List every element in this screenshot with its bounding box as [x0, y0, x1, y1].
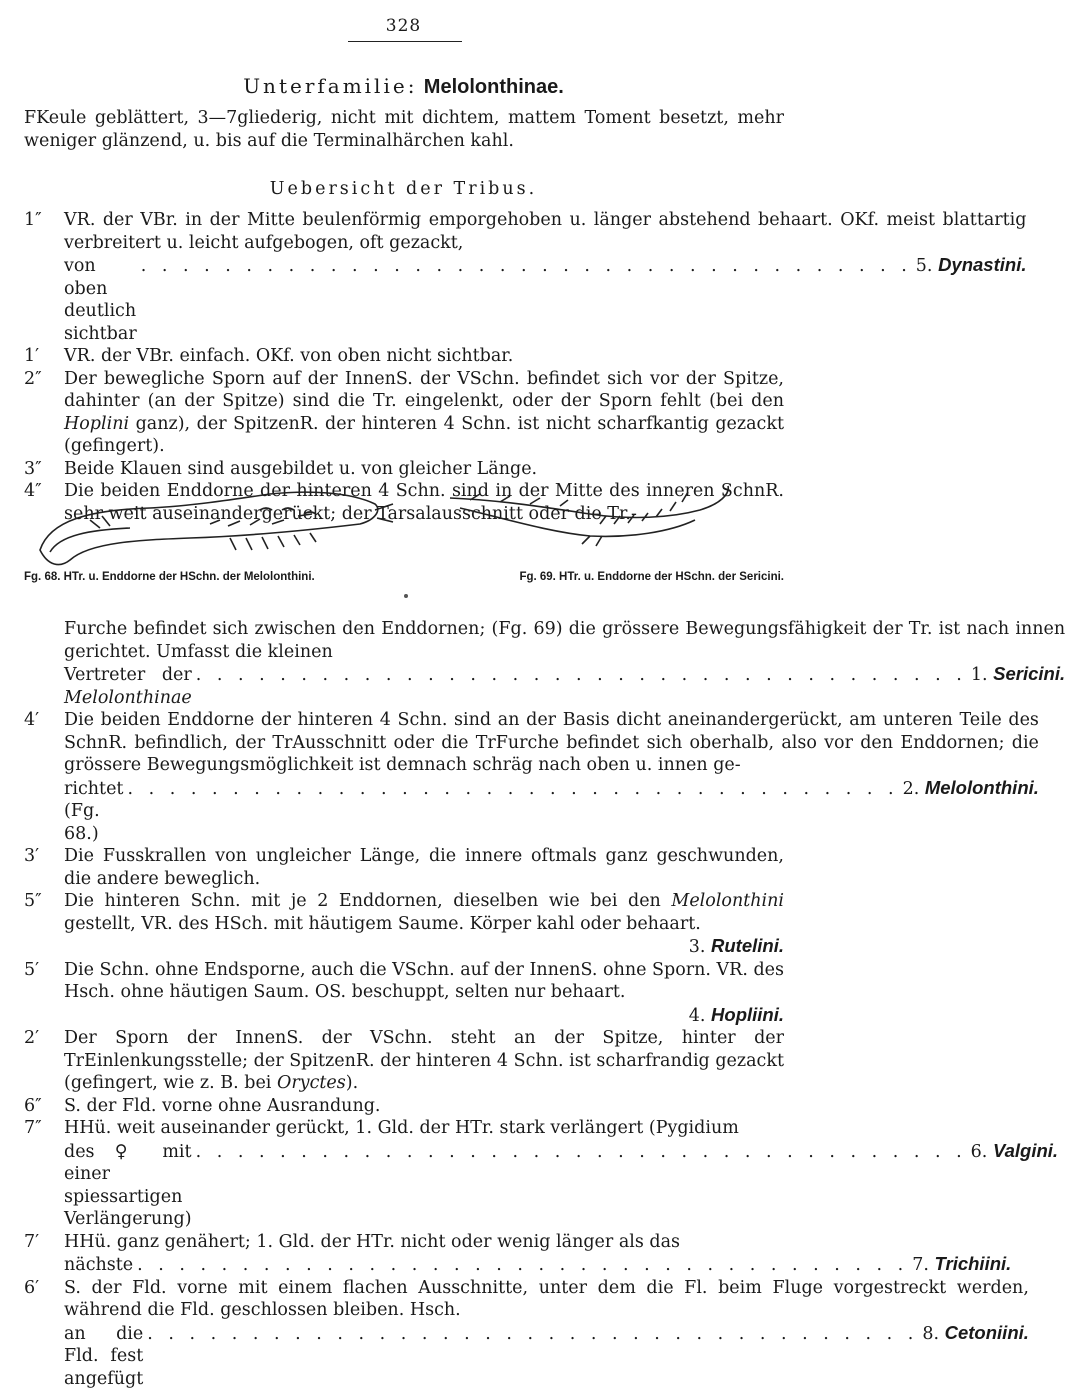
key-entry [24, 458, 784, 481]
key-number: 6′ [24, 1277, 64, 1390]
tribe-number: 6. [971, 1142, 988, 1162]
tribe-label [689, 1006, 784, 1026]
key-text-italic: Oryctes [277, 1073, 346, 1093]
leader-dots [196, 1141, 967, 1164]
key-text: Die hinteren Schn. mit je 2 Enddornen, dieselben wie bei den [64, 891, 671, 911]
key-number: 7″ [24, 1117, 64, 1231]
key-text: VR. der VBr. einfach. OKf. von oben nicht sichtbar. [64, 345, 784, 368]
key-text-last: des ♀ mit einer spiessartigen Verlängerung) [64, 1141, 192, 1231]
key-number: 2″ [24, 368, 64, 458]
key-text-post: ). [346, 1073, 358, 1093]
key-text-last: an die Fld. fest angefügt [64, 1323, 143, 1390]
tribe-label [971, 1140, 1058, 1164]
key-number: 4′ [24, 709, 64, 845]
heading-name: Melolonthinae. [424, 76, 564, 98]
key-text: S. der Fld. vorne mit einem flachen Ausschnitte, unter dem die Fl. beim Fluge vorgestreckt werden, während die Fld. geschlossen bleiben. Hsch. [64, 1278, 1029, 1321]
key-text-last: richtet (Fg. 68.) [64, 778, 123, 846]
tribe-label [922, 1322, 1029, 1346]
key-text: Furche befindet sich zwischen den Enddornen; (Fg. 69) die grössere Bewegungsfähigkeit der Tr. ist nach innen gerichtet. Umfasst die kleinen [64, 619, 1065, 662]
key-entry [24, 709, 784, 845]
key-entry [24, 1095, 784, 1118]
leader-dots [147, 1323, 918, 1346]
key-number: 4″ [24, 480, 64, 525]
intro-paragraph: FKeule geblättert, 3—7gliederig, nicht mit dichtem, mattem Toment besetzt, mehr weniger glänzend, u. bis auf die Terminalhärchen kahl. [24, 107, 784, 153]
heading-prefix: Unterfamilie: [243, 74, 417, 98]
tribe-number: 2. [903, 779, 920, 799]
key-text: HHü. weit auseinander gerückt, 1. Gld. der HTr. stark verlängert (Pygidium [64, 1118, 739, 1138]
tribe-name: Valgini. [993, 1140, 1058, 1161]
tribe-label [916, 254, 1027, 278]
key-text: VR. der VBr. in der Mitte beulenförmig emporgehoben u. länger abstehend behaart. OKf. meist blattartig verbreitert u. leicht aufgebogen, oft gezackt, [64, 210, 1026, 253]
key-number: 1′ [24, 345, 64, 368]
key-block-top [24, 209, 784, 525]
figure-illustrations [30, 480, 780, 570]
key-entry [24, 368, 784, 458]
leader-dots [137, 1254, 908, 1277]
tribe-name: Sericini. [993, 663, 1065, 684]
key-number: 3′ [24, 845, 64, 890]
key-text: S. der Fld. vorne ohne Ausrandung. [64, 1095, 784, 1118]
tribe-number: 8. [922, 1324, 939, 1344]
key-number: 2′ [24, 1027, 64, 1095]
key-text-last: von oben deutlich sichtbar [64, 255, 137, 345]
key-text: Beide Klauen sind ausgebildet u. von gleicher Länge. [64, 458, 784, 481]
key-text: Die beiden Enddorne der hinteren 4 Schn. sind in der Mitte des inneren SchnR. sehr weit auseinandergerückt; der Tarsalausschnitt oder die Tr.- [64, 480, 784, 525]
key-text-post: gestellt, VR. des HSch. mit häutigem Saume. Körper kahl oder behaart. [64, 914, 701, 934]
key-entry [24, 1117, 784, 1231]
key-text-last: nächste [64, 1254, 133, 1277]
key-text: Die Schn. ohne Endsporne, auch die VSchn. auf der InnenS. ohne Sporn. VR. des Hsch. ohne häutigen Saum. OS. beschuppt, selten nur behaart. [64, 960, 784, 1003]
tribe-number: 3. [689, 937, 706, 957]
tribe-number: 4. [689, 1006, 706, 1026]
section-heading [0, 74, 807, 99]
key-number: 5′ [24, 959, 64, 1028]
key-entry [24, 618, 784, 709]
tribe-label [689, 937, 784, 957]
key-number: 5″ [24, 890, 64, 959]
key-entry [24, 345, 784, 368]
key-text-last: Vertreter der [64, 665, 192, 685]
key-entry [24, 1027, 784, 1095]
key-subheading: Uebersicht der Tribus. [0, 179, 807, 199]
key-text: Die Fusskrallen von ungleicher Länge, die innere oftmals ganz geschwunden, die andere beweglich. [64, 845, 784, 890]
tribe-label [912, 1253, 1011, 1277]
tribe-label [903, 777, 1039, 801]
key-text: Der bewegliche Sporn auf der InnenS. der VSchn. befindet sich vor der Spitze, dahinter (an der Spitze) sind die Tr. eingelenkt, oder der Sporn fehlt (bei den [64, 369, 784, 412]
figure-69-hind-tarsus [450, 486, 728, 546]
key-number: 3″ [24, 458, 64, 481]
key-number: 1″ [24, 209, 64, 345]
key-text-italic: Hoplini [64, 414, 129, 434]
tribe-name: Melolonthini. [925, 777, 1039, 798]
key-number [24, 618, 64, 709]
page-number-rule [348, 41, 462, 42]
key-text: Die beiden Enddorne der hinteren 4 Schn. sind an der Basis dicht aneinandergerückt, am unteren Teile des SchnR. befindlich, der TrAusschnitt oder die TrFurche befindet sich oberhalb, also vor den Enddornen; die grössere Bewegungsmöglichkeit ist demnach schräg nach oben u. innen ge- [64, 710, 1039, 775]
key-entry [24, 845, 784, 890]
key-entry [24, 1231, 784, 1277]
tribe-number: 7. [912, 1255, 929, 1275]
key-number: 6″ [24, 1095, 64, 1118]
tribe-name: Rutelini. [711, 935, 784, 956]
tribe-label [971, 663, 1065, 687]
tribe-name: Hopliini. [711, 1004, 784, 1025]
key-text-italic: Melolonthini [671, 891, 784, 911]
tribe-name: Trichiini. [935, 1253, 1012, 1274]
key-entry [24, 1277, 784, 1390]
key-text-post: ganz), der SpitzenR. der hinteren 4 Schn. ist nicht scharfkantig gezackt (gefingert). [64, 414, 784, 457]
tribe-number: 5. [916, 256, 933, 276]
key-text-italic: Melolonthinae [64, 688, 192, 708]
key-entry [24, 209, 784, 345]
key-text: HHü. ganz genähert; 1. Gld. der HTr. nicht oder wenig länger als das [64, 1232, 680, 1252]
tribe-name: Cetoniini. [945, 1322, 1029, 1343]
key-text: Der Sporn der InnenS. der VSchn. steht an der Spitze, hinter der TrEinlenkungsstelle; der SpitzenR. der hinteren 4 Schn. ist scharfrandig gezackt (gefingert, wie z. B. bei [64, 1028, 784, 1093]
leader-dots [141, 255, 912, 278]
caption-fig-68: Fg. 68. HTr. u. Enddorne der HSchn. der Melolonthini. [24, 571, 315, 583]
figure-68-hind-tarsus [40, 492, 393, 564]
tribe-number: 1. [971, 665, 988, 685]
key-entry [24, 959, 784, 1028]
page-number: 328 [0, 16, 807, 36]
key-entry [24, 890, 784, 959]
key-block-bottom [24, 618, 784, 1390]
figure-captions [24, 571, 784, 583]
print-speck [404, 594, 408, 598]
leader-dots [127, 778, 898, 801]
tribe-name: Dynastini. [938, 254, 1026, 275]
leader-dots [196, 664, 967, 687]
key-number: 7′ [24, 1231, 64, 1277]
caption-fig-69: Fg. 69. HTr. u. Enddorne der HSchn. der Sericini. [519, 571, 784, 583]
